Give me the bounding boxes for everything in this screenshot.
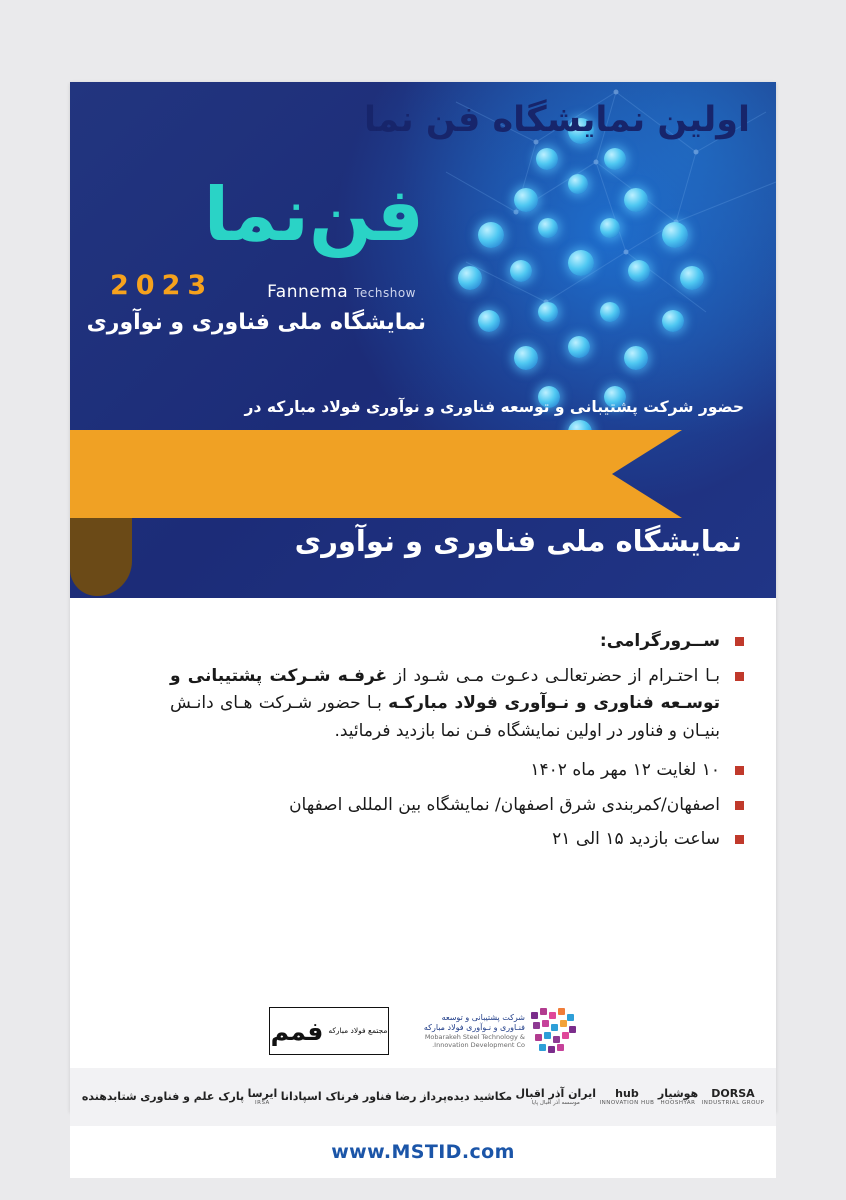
sponsor-sub: HOOSHYAR bbox=[660, 1100, 696, 1107]
invitation-paragraph bbox=[170, 663, 720, 746]
invite-prefix: بـا احتـرام از حضرتعالـی دعـوت مـی شـود از bbox=[393, 665, 720, 686]
sponsor-logo bbox=[702, 1088, 765, 1106]
list-item bbox=[170, 826, 746, 854]
band-subtitle: نمایشگاه ملی فناوری و نوآوری bbox=[294, 524, 742, 558]
sponsor-logo bbox=[82, 1091, 137, 1103]
mstid-line2: Mobarakeh Steel Technology & Innovation Development Co. bbox=[424, 1032, 525, 1049]
event-location: اصفهان/کمربندی شرق اصفهان/ نمایشگاه بین المللی اصفهان bbox=[289, 794, 720, 815]
list-item bbox=[170, 628, 746, 656]
band-title: اولین نمایشگاه فن نما bbox=[363, 100, 750, 140]
organizer-logos bbox=[70, 1000, 776, 1062]
sponsor-logo bbox=[658, 1088, 698, 1106]
band-shadow-decoration bbox=[70, 518, 132, 596]
sponsor-name: hub bbox=[615, 1086, 639, 1100]
islamic-pattern-decoration bbox=[418, 110, 748, 470]
sponsor-name: مکاشید bbox=[473, 1089, 513, 1103]
content-panel bbox=[70, 598, 776, 1163]
sponsor-name: دیده‌پرداز رضا bbox=[395, 1089, 470, 1103]
website-url[interactable]: www.MSTID.com bbox=[331, 1141, 515, 1163]
orange-band bbox=[70, 430, 612, 518]
sponsor-logo bbox=[599, 1088, 654, 1106]
sponsor-logo bbox=[516, 1088, 596, 1106]
fannema-logo-subtitle: نمایشگاه ملی فناوری و نوآوری bbox=[86, 310, 426, 335]
invite-suffix: بـا حضور شـرکت هـای دانـش بنیـان و فناور در اولین نمایشگاه فـن نما بازدید فرمائید. bbox=[170, 693, 720, 741]
sponsor-sub: IRSA bbox=[255, 1100, 270, 1107]
sponsor-sub: INNOVATION HUB bbox=[599, 1100, 655, 1107]
sponsor-logo bbox=[248, 1088, 278, 1106]
mstid-text bbox=[415, 1013, 525, 1049]
mobarakeh-steel-logo bbox=[269, 1007, 389, 1055]
event-hours: ساعت بازدید ۱۵ الی ۲۱ bbox=[552, 829, 720, 850]
fannema-latin-sub: Techshow bbox=[354, 286, 416, 300]
invitation-text bbox=[170, 628, 746, 861]
hero-panel bbox=[70, 82, 776, 598]
sponsor-name: شتابدهنده bbox=[81, 1089, 137, 1103]
fannema-logo-fa: فن‌نما bbox=[203, 172, 424, 258]
sponsor-name: DORSA bbox=[711, 1086, 755, 1100]
sponsor-name: ایران آذر اقبال bbox=[515, 1086, 596, 1100]
sponsor-name: ایرسا bbox=[247, 1086, 278, 1100]
fannema-logo bbox=[86, 172, 434, 398]
mstid-line1: شرکت پشتیبانی و توسعه فنـاوری و نـوآوری فولاد مبارکه bbox=[423, 1012, 525, 1032]
list-item bbox=[170, 663, 746, 746]
fannema-logo-year: 2023 bbox=[110, 270, 214, 301]
sponsor-logo bbox=[140, 1091, 244, 1103]
sponsor-bar bbox=[70, 1068, 776, 1126]
sponsor-sub: INDUSTRIAL GROUP bbox=[701, 1100, 765, 1107]
fannema-logo-latin bbox=[267, 282, 420, 302]
mobarakeh-fa-text: مجتمع فولاد مبارکه bbox=[328, 1026, 388, 1036]
event-date: ۱۰ لغایت ۱۲ مهر ماه ۱۴۰۲ bbox=[530, 760, 720, 781]
sponsor-name: پارک علم و فناوری bbox=[140, 1089, 245, 1103]
poster bbox=[70, 82, 776, 1163]
fannema-latin-name: Fannema bbox=[267, 282, 349, 302]
sponsor-name: فناور فرناک اسپادانا bbox=[280, 1089, 392, 1103]
sponsor-sub: موسسه آذر اقبال پایا bbox=[531, 1100, 580, 1107]
mstid-logo bbox=[415, 1008, 577, 1054]
greeting-text: ســرورگرامی: bbox=[599, 631, 720, 651]
sponsor-logo bbox=[281, 1091, 392, 1103]
sponsor-logo bbox=[395, 1091, 469, 1103]
mosaic-icon bbox=[531, 1008, 577, 1054]
sponsor-name: هوشیار bbox=[657, 1086, 699, 1100]
list-item bbox=[170, 792, 746, 820]
mobarakeh-mark: فمم bbox=[270, 1016, 324, 1046]
presence-line: حضور شرکت پشتیبانی و توسعه فناوری و نوآوری فولاد مبارکه در bbox=[244, 398, 744, 416]
list-item bbox=[170, 757, 746, 785]
invite-booth: غرفـه شـرکت پشتیبانی و توسـعه فناوری و نـوآوری فولاد مبارکـه bbox=[170, 665, 721, 714]
sponsor-logo bbox=[473, 1091, 512, 1103]
footer-url-bar bbox=[70, 1126, 776, 1178]
